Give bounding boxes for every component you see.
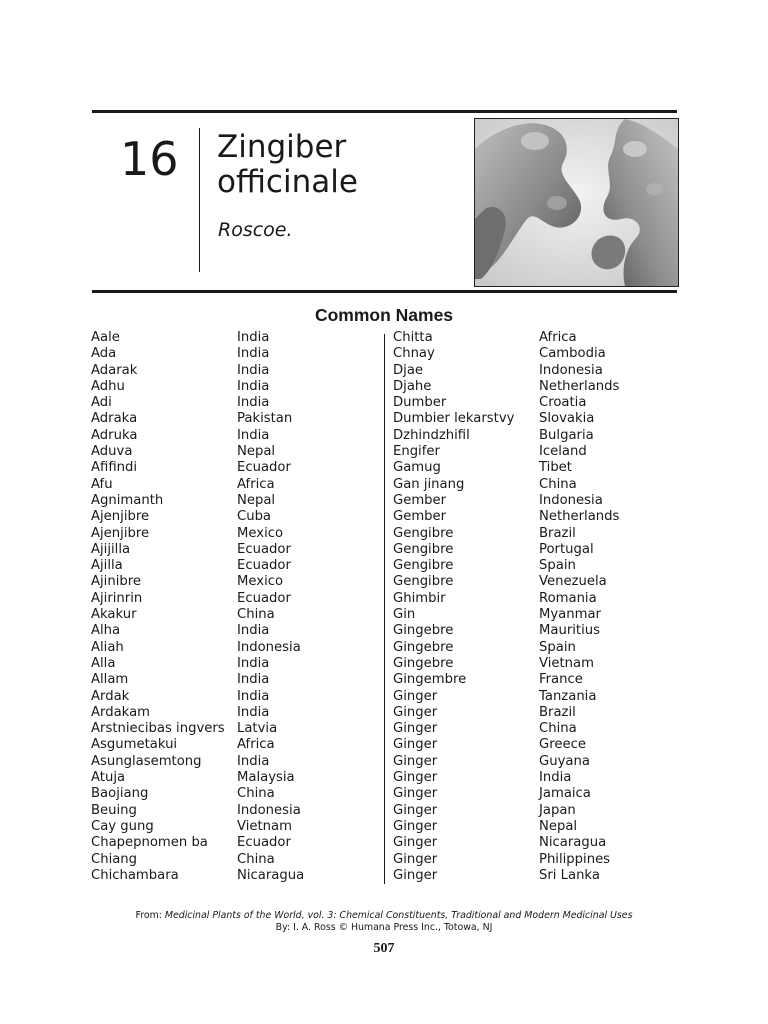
country-name: Ecuador: [237, 835, 291, 851]
country-name: Guyana: [539, 753, 590, 769]
chapter-title-line1: Zingiber: [217, 129, 347, 165]
common-name: Ajenjibre: [91, 525, 150, 541]
country-name: India: [237, 688, 270, 704]
common-name: Gingebre: [393, 639, 454, 655]
country-name: Philippines: [539, 851, 611, 867]
country-name: Nicaragua: [237, 867, 305, 883]
ginger-root-photo: [474, 118, 679, 287]
page-number: 507: [373, 941, 395, 956]
common-name: Adruka: [91, 427, 138, 443]
common-name: Adhu: [91, 378, 125, 394]
common-name: Chnay: [393, 346, 435, 362]
country-name: India: [237, 362, 270, 378]
country-name: Venezuela: [539, 574, 607, 590]
country-name: Africa: [237, 737, 275, 753]
country-name: Ecuador: [237, 590, 291, 606]
common-name: Gingebre: [393, 655, 454, 671]
country-name: Slovakia: [539, 411, 595, 427]
country-name: Portugal: [539, 541, 594, 557]
common-name: Gengibre: [393, 541, 454, 557]
common-name: Ajilla: [91, 558, 123, 574]
common-name: Ginger: [393, 802, 438, 818]
common-name: Ajijilla: [91, 541, 131, 557]
common-name: Adi: [91, 395, 112, 411]
common-name: Dumbier lekarstvy: [393, 411, 515, 427]
common-name: Adraka: [91, 411, 138, 427]
common-name: Asunglasemtong: [91, 753, 202, 769]
common-name: Djae: [393, 362, 424, 378]
common-name: Chichambara: [91, 867, 179, 883]
common-name: Arstniecibas ingvers: [91, 721, 225, 737]
country-name: Ecuador: [237, 460, 291, 476]
country-name: Bulgaria: [539, 427, 594, 443]
country-name: Greece: [539, 737, 586, 753]
country-name: China: [539, 476, 577, 492]
common-name: Ardakam: [91, 704, 150, 720]
country-name: Romania: [539, 590, 597, 606]
common-name: Gingembre: [393, 672, 467, 688]
common-name: Agnimanth: [91, 492, 164, 508]
section-heading: Common Names: [314, 305, 454, 325]
country-name: China: [237, 607, 275, 623]
country-name: China: [237, 786, 275, 802]
country-name: Latvia: [237, 721, 278, 737]
common-name: Adarak: [91, 362, 138, 378]
country-name: India: [237, 623, 270, 639]
common-name: Ginger: [393, 753, 438, 769]
country-name: Spain: [539, 639, 576, 655]
country-name: Vietnam: [237, 818, 292, 834]
country-name: France: [539, 672, 583, 688]
country-name: Indonesia: [237, 639, 301, 655]
country-column-left: [237, 330, 304, 884]
country-name: Nepal: [237, 492, 276, 508]
common-name: Dumber: [393, 395, 447, 411]
country-name: Brazil: [539, 704, 576, 720]
country-column-right: [539, 330, 619, 884]
common-name: Ajirinrin: [91, 590, 143, 606]
country-name: Brazil: [539, 525, 576, 541]
country-name: Netherlands: [539, 509, 620, 525]
country-name: Mexico: [237, 525, 284, 541]
country-name: Vietnam: [539, 655, 594, 671]
common-name: Chiang: [91, 851, 138, 867]
country-name: Mauritius: [539, 623, 600, 639]
country-name: Mexico: [237, 574, 284, 590]
common-name: Cay gung: [91, 818, 154, 834]
common-name: Ginger: [393, 737, 438, 753]
country-name: Indonesia: [237, 802, 301, 818]
citation-source-title: Medicinal Plants of the World, vol. 3: Chemical Constituents, Traditional and Modern Medicinal Uses: [164, 910, 633, 921]
country-name: Cambodia: [539, 346, 606, 362]
country-name: India: [237, 672, 270, 688]
country-name: Africa: [539, 330, 577, 345]
country-name: India: [237, 330, 270, 345]
country-name: Africa: [237, 476, 275, 492]
country-name: Nepal: [539, 818, 578, 834]
name-column-left: [91, 330, 225, 884]
common-name: Alla: [91, 655, 116, 671]
common-name: Ghimbir: [393, 590, 446, 606]
common-name: Ada: [91, 346, 117, 362]
country-name: Spain: [539, 558, 576, 574]
country-name: India: [237, 753, 270, 769]
country-name: India: [237, 378, 270, 394]
common-name: Ginger: [393, 721, 438, 737]
common-name: Gengibre: [393, 558, 454, 574]
column-divider: [384, 334, 385, 884]
common-name: Ardak: [91, 688, 130, 704]
common-name: Ajenjibre: [91, 509, 150, 525]
common-name: Aduva: [91, 444, 133, 460]
chapter-author: Roscoe.: [218, 219, 293, 241]
country-name: Iceland: [539, 444, 587, 460]
country-name: Croatia: [539, 395, 587, 411]
header-vertical-divider: [199, 128, 200, 272]
country-name: Indonesia: [539, 362, 603, 378]
country-name: India: [237, 346, 270, 362]
country-name: Netherlands: [539, 378, 620, 394]
country-name: Ecuador: [237, 558, 291, 574]
country-name: India: [237, 427, 270, 443]
chapter-title-line2: officinale: [217, 164, 358, 200]
country-name: Nepal: [237, 444, 276, 460]
country-name: China: [237, 851, 275, 867]
common-name: Ginger: [393, 818, 438, 834]
country-name: Cuba: [237, 509, 272, 525]
common-name: Ginger: [393, 770, 438, 786]
common-name: Alha: [91, 623, 121, 639]
common-name: Ginger: [393, 704, 438, 720]
common-name: Aliah: [91, 639, 124, 655]
common-name: Beuing: [91, 802, 137, 818]
common-name: Afifindi: [91, 460, 138, 476]
country-name: Pakistan: [237, 411, 293, 427]
common-name: Gember: [393, 509, 447, 525]
country-name: Malaysia: [237, 770, 295, 786]
country-name: India: [237, 704, 270, 720]
common-name: Allam: [91, 672, 129, 688]
citation-byline: By: I. A. Ross © Humana Press Inc., Totowa, NJ: [275, 922, 493, 933]
country-name: Ecuador: [237, 541, 291, 557]
country-name: India: [237, 395, 270, 411]
common-name: Ginger: [393, 851, 438, 867]
common-name: Dzhindzhifil: [393, 427, 470, 443]
common-name: Ginger: [393, 786, 438, 802]
country-name: Japan: [539, 802, 576, 818]
country-name: China: [539, 721, 577, 737]
header-top-rule: [92, 110, 677, 113]
common-name: Gember: [393, 492, 447, 508]
citation-from-label: From:: [135, 910, 165, 921]
common-name: Gengibre: [393, 525, 454, 541]
country-name: Nicaragua: [539, 835, 607, 851]
common-name: Aale: [91, 330, 120, 345]
common-name: Gin: [393, 607, 416, 623]
common-name: Asgumetakui: [91, 737, 178, 753]
common-name: Engifer: [393, 444, 440, 460]
header-bottom-rule: [92, 290, 677, 293]
common-name: Djahe: [393, 378, 432, 394]
country-name: Myanmar: [539, 607, 601, 623]
common-name: Akakur: [91, 607, 137, 623]
country-name: Tanzania: [539, 688, 597, 704]
citation-line1: [0, 910, 768, 922]
country-name: India: [237, 655, 270, 671]
common-name: Gan jinang: [393, 476, 465, 492]
common-name: Ginger: [393, 835, 438, 851]
country-name: Tibet: [539, 460, 572, 476]
common-name: Ginger: [393, 688, 438, 704]
common-name: Gengibre: [393, 574, 454, 590]
chapter-number: 16: [120, 132, 179, 186]
common-name: Chapepnomen ba: [91, 835, 208, 851]
source-citation: [0, 910, 768, 934]
common-name: Baojiang: [91, 786, 149, 802]
common-name: Ginger: [393, 867, 438, 883]
common-name: Atuja: [91, 770, 126, 786]
common-name: Gamug: [393, 460, 441, 476]
country-name: India: [539, 770, 572, 786]
country-name: Indonesia: [539, 492, 603, 508]
country-name: Jamaica: [539, 786, 591, 802]
common-name: Afu: [91, 476, 113, 492]
chapter-title: [217, 130, 358, 200]
common-name: Gingebre: [393, 623, 454, 639]
name-column-right: [393, 330, 514, 884]
common-name: Ajinibre: [91, 574, 141, 590]
common-name: Chitta: [393, 330, 433, 345]
country-name: Sri Lanka: [539, 867, 600, 883]
